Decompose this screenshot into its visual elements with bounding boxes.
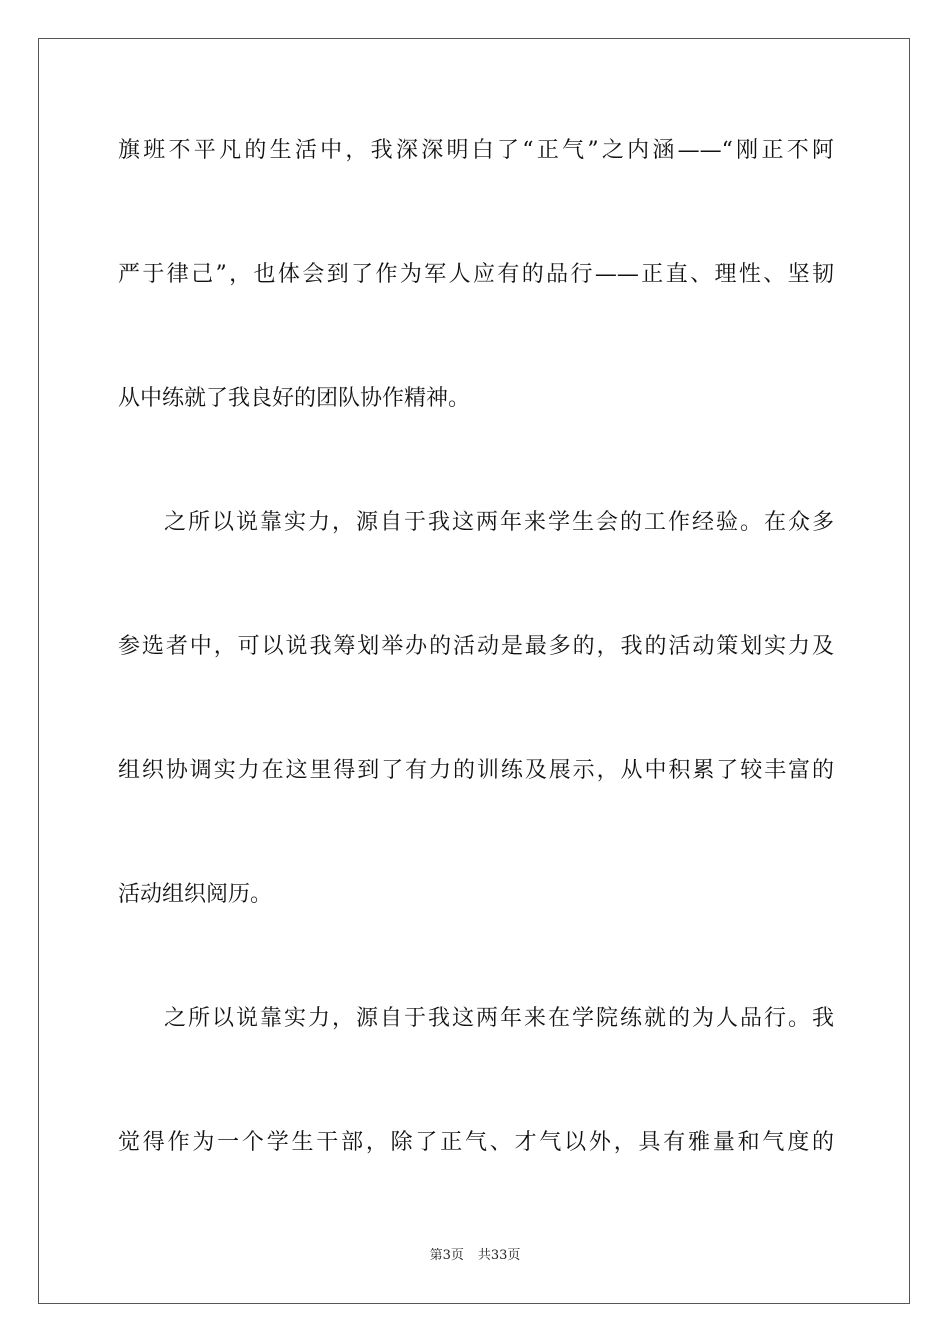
paragraph-line-7: 活动组织阅历。 — [118, 882, 273, 907]
paragraph-line-6: 组织协调实力在这里得到了有力的训练及展示，从中积累了较丰富的 — [118, 758, 834, 783]
page-footer — [0, 1246, 950, 1266]
page-number: 第3页 — [429, 1248, 464, 1263]
paragraph-line-1: 旗班不平凡的生活中，我深深明白了“正气”之内涵——“刚正不阿 — [118, 138, 834, 163]
page-total: 共33页 — [477, 1248, 521, 1263]
paragraph-line-4: 之所以说靠实力，源自于我这两年来学生会的工作经验。在众多 — [164, 510, 834, 535]
page-border — [38, 38, 910, 1304]
paragraph-line-2: 严于律己”，也体会到了作为军人应有的品行——正直、理性、坚韧 — [118, 262, 834, 287]
paragraph-line-9: 觉得作为一个学生干部，除了正气、才气以外，具有雅量和气度的 — [118, 1130, 834, 1155]
paragraph-line-5: 参选者中，可以说我筹划举办的活动是最多的，我的活动策划实力及 — [118, 634, 834, 659]
paragraph-line-8: 之所以说靠实力，源自于我这两年来在学院练就的为人品行。我 — [164, 1006, 834, 1031]
paragraph-line-3: 从中练就了我良好的团队协作精神。 — [118, 386, 471, 411]
